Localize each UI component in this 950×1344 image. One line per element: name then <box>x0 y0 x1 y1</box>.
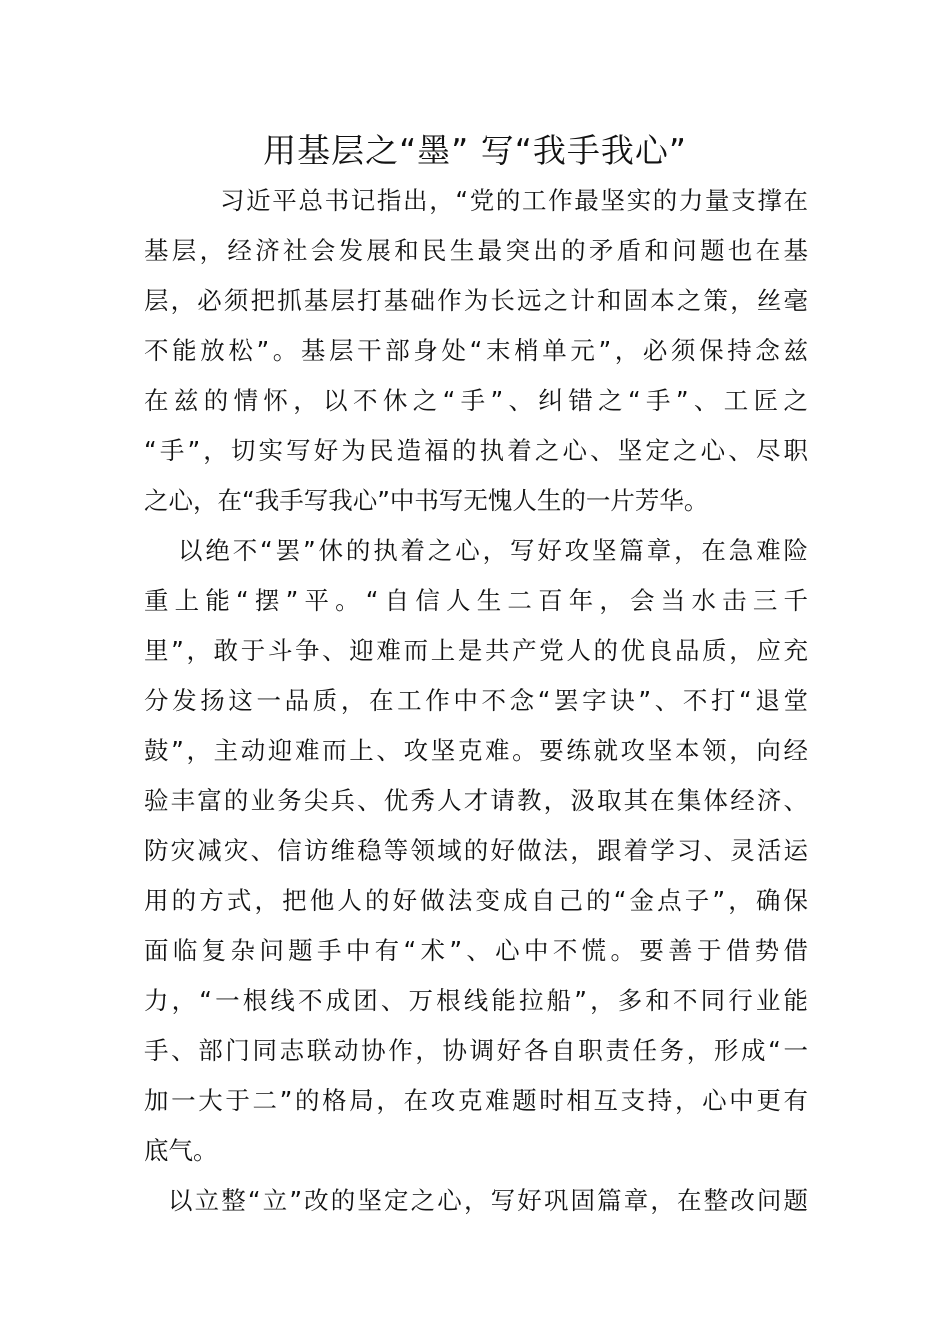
paragraph-line: 里”，敢于斗争、迎难而上是共产党人的优良品质，应充 <box>144 636 808 665</box>
paragraph-line: 加一大于二”的格局，在攻克难题时相互支持，心中更有 <box>144 1086 808 1115</box>
paragraph-line: 验丰富的业务尖兵、优秀人才请教，汲取其在集体经济、 <box>144 786 808 815</box>
paragraph-line: 手、部门同志联动协作，协调好各自职责任务，形成“一 <box>144 1036 808 1065</box>
paragraph-line: 防灾减灾、信访维稳等领域的好做法，跟着学习、灵活运 <box>144 836 808 865</box>
paragraph-line: 在兹的情怀，以不休之“手”、纠错之“手”、工匠之 <box>144 386 808 415</box>
paragraph-line: 重上能“摆”平。“自信人生二百年，会当水击三千 <box>144 586 808 615</box>
paragraph-line: 用的方式，把他人的好做法变成自己的“金点子”，确保 <box>144 886 808 915</box>
document-title: 用基层之“墨” 写“我手我心” <box>263 131 687 170</box>
paragraph-line: “手”，切实写好为民造福的执着之心、坚定之心、尽职 <box>144 436 808 465</box>
paragraph-line: 底气。 <box>144 1136 218 1165</box>
document-body <box>144 176 808 1226</box>
paragraph-line: 不能放松”。基层干部身处“末梢单元”，必须保持念兹 <box>144 336 808 365</box>
paragraph-2 <box>144 526 808 1176</box>
paragraph-line: 力，“一根线不成团、万根线能拉船”，多和不同行业能 <box>144 986 808 1015</box>
paragraph-line: 层，必须把抓基层打基础作为长远之计和固本之策，丝毫 <box>144 286 808 315</box>
paragraph-line: 以立整“立”改的坚定之心，写好巩固篇章，在整改问题 <box>168 1186 808 1215</box>
paragraph-1 <box>144 176 808 526</box>
paragraph-3 <box>144 1176 808 1226</box>
paragraph-line: 分发扬这一品质，在工作中不念“罢字诀”、不打“退堂 <box>144 686 808 715</box>
paragraph-line: 之心，在“我手写我心”中书写无愧人生的一片芳华。 <box>144 486 709 515</box>
paragraph-line: 面临复杂问题手中有“术”、心中不慌。要善于借势借 <box>144 936 808 965</box>
paragraph-line: 鼓”，主动迎难而上、攻坚克难。要练就攻坚本领，向经 <box>144 736 808 765</box>
paragraph-line: 习近平总书记指出，“党的工作最坚实的力量支撑在 <box>220 186 808 215</box>
paragraph-line: 以绝不“罢”休的执着之心，写好攻坚篇章，在急难险 <box>178 536 808 565</box>
paragraph-line: 基层，经济社会发展和民生最突出的矛盾和问题也在基 <box>144 236 808 265</box>
